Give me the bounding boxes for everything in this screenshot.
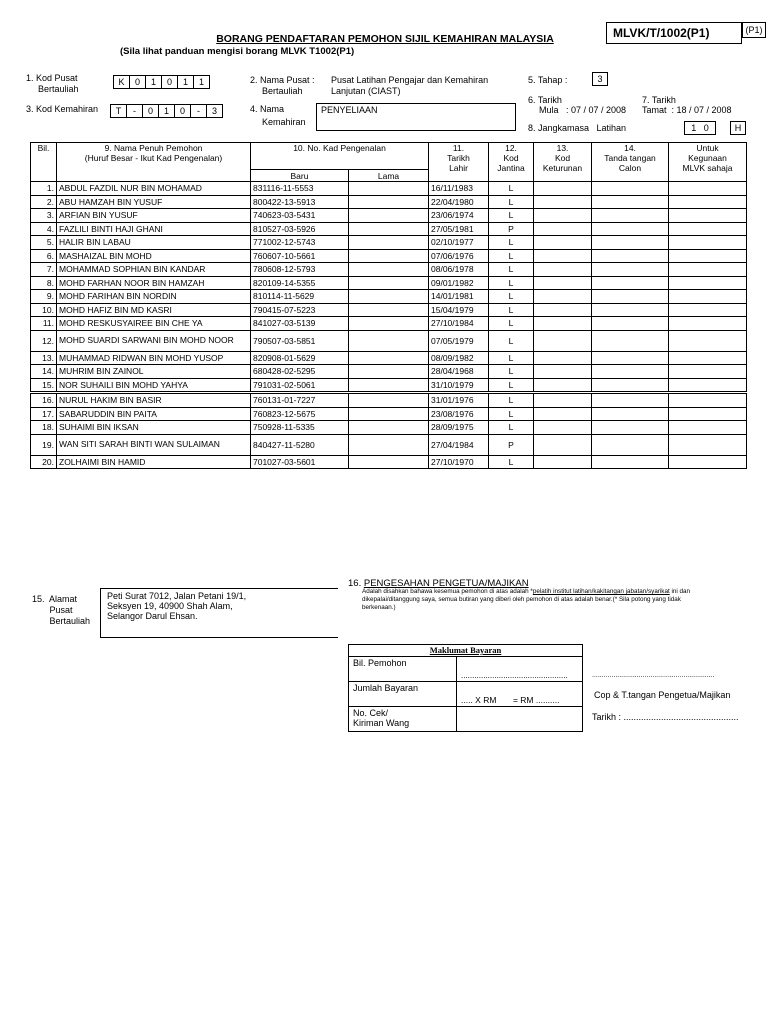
kod-pusat-char: 1	[194, 75, 210, 89]
row-jantina: L	[489, 236, 534, 250]
table-row	[31, 434, 747, 455]
table-row	[31, 182, 747, 196]
payment-jumlah-label: Jumlah Bayaran	[349, 682, 457, 707]
row-bil: 15.	[31, 378, 57, 393]
kod-pusat-char: 0	[162, 75, 178, 89]
nama-pusat-label: 2. Nama Pusat :	[250, 75, 315, 85]
row-keturunan[interactable]	[534, 393, 592, 408]
confirmation-text-1: Adalah disahkan bahawa kesemua pemohon di atas adalah *	[362, 588, 533, 595]
header-kegunaan: Untuk Kegunaan MLVK sahaja	[669, 143, 747, 182]
row-kp-lama	[349, 393, 429, 408]
row-tandatangan[interactable]	[592, 393, 669, 408]
row-bil: 13.	[31, 351, 57, 365]
row-tandatangan[interactable]	[592, 182, 669, 196]
row-nama: NOR SUHAILI BIN MOHD YAHYA	[57, 378, 251, 393]
row-bil: 20.	[31, 455, 57, 469]
row-kp-lama	[349, 434, 429, 455]
header-jantina: 12. Kod Jantina	[489, 143, 534, 182]
address-line: Peti Surat 7012, Jalan Petani 19/1,	[107, 591, 247, 601]
table-row	[31, 263, 747, 277]
row-bil: 7.	[31, 263, 57, 277]
row-kegunaan[interactable]	[669, 317, 747, 331]
nama-kemahiran-box	[316, 103, 516, 131]
row-tandatangan[interactable]	[592, 421, 669, 435]
payment-cek-value[interactable]	[457, 707, 583, 732]
row-jantina: P	[489, 222, 534, 236]
row-kp-baru: 790507-03-5851	[251, 330, 349, 351]
row-keturunan[interactable]	[534, 263, 592, 277]
row-tandatangan[interactable]	[592, 317, 669, 331]
row-jantina: L	[489, 303, 534, 317]
row-keturunan[interactable]	[534, 455, 592, 469]
row-tarikh-lahir: 27/04/1984	[429, 434, 489, 455]
row-bil: 6.	[31, 249, 57, 263]
row-tarikh-lahir: 08/09/1982	[429, 351, 489, 365]
row-jantina: L	[489, 317, 534, 331]
kod-kemahiran-char: T	[110, 104, 127, 118]
row-kp-baru: 800422-13-5913	[251, 195, 349, 209]
row-tarikh-lahir: 27/10/1984	[429, 317, 489, 331]
table-row	[31, 303, 747, 317]
row-jantina: L	[489, 421, 534, 435]
row-kp-baru: 771002-12-5743	[251, 236, 349, 250]
row-tarikh-lahir: 23/08/1976	[429, 407, 489, 421]
row-kp-lama	[349, 249, 429, 263]
row-kp-baru: 790415-07-5223	[251, 303, 349, 317]
form-title: BORANG PENDAFTARAN PEMOHON SIJIL KEMAHIRAN MALAYSIA	[216, 33, 554, 45]
row-tarikh-lahir: 16/11/1983	[429, 182, 489, 196]
row-bil: 11.	[31, 317, 57, 331]
kod-kemahiran-char: 3	[207, 104, 223, 118]
signature-label: Cop & T.tangan Pengetua/Majikan	[594, 690, 731, 700]
kod-pusat-label: 1. Kod Pusat	[26, 73, 78, 83]
row-tandatangan[interactable]	[592, 455, 669, 469]
row-tarikh-lahir: 07/06/1976	[429, 249, 489, 263]
nama-kemahiran-value: PENYELIAAN	[321, 105, 378, 115]
row-kp-lama	[349, 195, 429, 209]
header-keturunan: 13. Kod Keturunan	[534, 143, 592, 182]
row-kegunaan[interactable]	[669, 222, 747, 236]
row-kp-lama	[349, 303, 429, 317]
row-kegunaan[interactable]	[669, 290, 747, 304]
row-nama: FAZLILI BINTI HAJI GHANI	[57, 222, 251, 236]
payment-bil-label: Bil. Pemohon	[349, 657, 457, 682]
row-keturunan[interactable]	[534, 303, 592, 317]
jangkamasa-unit: H	[730, 121, 746, 135]
row-tarikh-lahir: 31/10/1979	[429, 378, 489, 393]
row-kegunaan[interactable]	[669, 249, 747, 263]
row-jantina: L	[489, 407, 534, 421]
kod-pusat-char: 1	[178, 75, 194, 89]
table-row	[31, 351, 747, 365]
header-lahir: 11. Tarikh Lahir	[429, 143, 489, 182]
row-kegunaan[interactable]	[669, 263, 747, 277]
header-nama-line1: 9. Nama Penuh Pemohon	[104, 143, 203, 153]
row-tarikh-lahir: 31/01/1976	[429, 393, 489, 408]
row-tandatangan[interactable]	[592, 209, 669, 223]
row-kp-lama	[349, 209, 429, 223]
row-kp-lama	[349, 290, 429, 304]
row-tarikh-lahir: 14/01/1981	[429, 290, 489, 304]
kod-pusat-char: K	[113, 75, 130, 89]
row-kegunaan[interactable]	[669, 351, 747, 365]
row-keturunan[interactable]	[534, 276, 592, 290]
row-kp-lama	[349, 365, 429, 379]
row-kegunaan[interactable]	[669, 421, 747, 435]
row-kegunaan[interactable]	[669, 330, 747, 351]
row-kp-lama	[349, 455, 429, 469]
row-kp-lama	[349, 276, 429, 290]
row-nama: MOHD FARHAN NOOR BIN HAMZAH	[57, 276, 251, 290]
jangkamasa-label: 8. Jangkamasa Latihan	[528, 123, 627, 133]
header-bil: Bil.	[31, 143, 57, 182]
row-kegunaan[interactable]	[669, 365, 747, 379]
table-row	[31, 393, 747, 408]
row-kegunaan[interactable]	[669, 407, 747, 421]
row-tarikh-lahir: 28/09/1975	[429, 421, 489, 435]
row-nama: MOHAMMAD SOPHIAN BIN KANDAR	[57, 263, 251, 277]
row-kp-baru: 841027-03-5139	[251, 317, 349, 331]
row-kp-baru: 780608-12-5793	[251, 263, 349, 277]
row-bil: 4.	[31, 222, 57, 236]
tarikh-tamat-label: 7. Tarikh	[642, 95, 676, 105]
row-tarikh-lahir: 15/04/1979	[429, 303, 489, 317]
row-keturunan[interactable]	[534, 290, 592, 304]
row-jantina: L	[489, 209, 534, 223]
row-kegunaan[interactable]	[669, 303, 747, 317]
row-kegunaan[interactable]	[669, 276, 747, 290]
row-nama: ABDUL FAZDIL NUR BIN MOHAMAD	[57, 182, 251, 196]
row-bil: 3.	[31, 209, 57, 223]
confirmation-heading-text: PENGESAHAN PENGETUA/MAJIKAN	[363, 578, 529, 589]
table-row	[31, 330, 747, 351]
signature-date: Tarikh : ..............................................	[592, 712, 739, 722]
table-row	[31, 365, 747, 379]
address-label: 15. Alamat Pusat Bertauliah	[32, 594, 91, 626]
row-bil: 2.	[31, 195, 57, 209]
row-jantina: L	[489, 455, 534, 469]
row-kp-baru: 760607-10-5661	[251, 249, 349, 263]
row-jantina: L	[489, 351, 534, 365]
kod-kemahiran-char: 0	[175, 104, 191, 118]
header-tandatangan: 14. Tanda tangan Calon	[592, 143, 669, 182]
row-kegunaan[interactable]	[669, 236, 747, 250]
row-kegunaan[interactable]	[669, 182, 747, 196]
row-jantina: P	[489, 434, 534, 455]
address-box	[100, 588, 338, 638]
row-tandatangan[interactable]	[592, 303, 669, 317]
kod-kemahiran-char: -	[191, 104, 207, 118]
applicant-table	[30, 142, 747, 469]
row-nama: SUHAIMI BIN IKSAN	[57, 421, 251, 435]
table-row	[31, 209, 747, 223]
row-tarikh-lahir: 09/01/1982	[429, 276, 489, 290]
row-keturunan[interactable]	[534, 236, 592, 250]
table-row	[31, 236, 747, 250]
form-tag: (P1)	[742, 22, 766, 38]
kod-pusat-boxes	[113, 75, 210, 89]
header-lama: Lama	[349, 170, 429, 182]
address-line: Selangor Darul Ehsan.	[107, 611, 198, 621]
table-row	[31, 378, 747, 393]
row-tandatangan[interactable]	[592, 263, 669, 277]
payment-table	[348, 644, 583, 732]
row-jantina: L	[489, 378, 534, 393]
row-kegunaan[interactable]	[669, 455, 747, 469]
row-bil: 19.	[31, 434, 57, 455]
nama-kemahiran-label: 4. Nama	[250, 104, 285, 114]
row-tarikh-lahir: 22/04/1980	[429, 195, 489, 209]
tahap-value: 3	[592, 72, 608, 86]
row-jantina: L	[489, 182, 534, 196]
row-kp-lama	[349, 222, 429, 236]
row-keturunan[interactable]	[534, 182, 592, 196]
row-tandatangan[interactable]	[592, 365, 669, 379]
row-tandatangan[interactable]	[592, 195, 669, 209]
row-nama: MOHD SUARDI SARWANI BIN MOHD NOOR	[57, 330, 251, 351]
row-bil: 14.	[31, 365, 57, 379]
nama-pusat-label2: Bertauliah	[262, 86, 303, 96]
row-jantina: L	[489, 290, 534, 304]
row-kp-baru: 701027-03-5601	[251, 455, 349, 469]
row-kp-baru: 740623-03-5431	[251, 209, 349, 223]
row-kp-baru: 810114-11-5629	[251, 290, 349, 304]
table-row	[31, 222, 747, 236]
row-kp-baru: 820908-01-5629	[251, 351, 349, 365]
row-tarikh-lahir: 08/06/1978	[429, 263, 489, 277]
row-tandatangan[interactable]	[592, 330, 669, 351]
header-kp: 10. No. Kad Pengenalan	[251, 143, 429, 170]
row-nama: NURUL HAKIM BIN BASIR	[57, 393, 251, 408]
tarikh-mula-value: Mula : 07 / 07 / 2008	[539, 105, 627, 115]
table-row	[31, 290, 747, 304]
row-bil: 5.	[31, 236, 57, 250]
table-row	[31, 455, 747, 469]
row-keturunan[interactable]	[534, 434, 592, 455]
row-bil: 10.	[31, 303, 57, 317]
row-kp-lama	[349, 182, 429, 196]
kod-kemahiran-boxes	[110, 104, 223, 118]
row-jantina: L	[489, 330, 534, 351]
kod-pusat-label2: Bertauliah	[38, 84, 79, 94]
form-subtitle: (Sila lihat panduan mengisi borang MLVK T1002(P1)	[120, 46, 355, 57]
row-kp-baru: 810527-03-5926	[251, 222, 349, 236]
form-code: MLVK/T/1002(P1)	[613, 26, 710, 40]
kod-pusat-char: 0	[130, 75, 146, 89]
row-nama: MOHD FARIHAN BIN NORDIN	[57, 290, 251, 304]
kod-kemahiran-char: 0	[143, 104, 159, 118]
table-row	[31, 249, 747, 263]
row-nama: HALIR BIN LABAU	[57, 236, 251, 250]
row-tarikh-lahir: 28/04/1968	[429, 365, 489, 379]
row-keturunan[interactable]	[534, 249, 592, 263]
confirmation-text	[362, 588, 692, 612]
payment-bil-value[interactable]: ................................................	[457, 657, 583, 682]
row-kp-lama	[349, 351, 429, 365]
row-tandatangan[interactable]	[592, 434, 669, 455]
row-tarikh-lahir: 02/10/1977	[429, 236, 489, 250]
table-row	[31, 317, 747, 331]
kod-kemahiran-char: 1	[159, 104, 175, 118]
header-baru: Baru	[251, 170, 349, 182]
row-jantina: L	[489, 195, 534, 209]
row-keturunan[interactable]	[534, 222, 592, 236]
address-line: Seksyen 19, 40900 Shah Alam,	[107, 601, 233, 611]
row-nama: ARFIAN BIN YUSUF	[57, 209, 251, 223]
kod-pusat-char: 1	[146, 75, 162, 89]
row-kp-lama	[349, 407, 429, 421]
tarikh-mula-label: 6. Tarikh	[528, 95, 562, 105]
row-keturunan[interactable]	[534, 195, 592, 209]
payment-cek-label: No. Cek/ Kiriman Wang	[349, 707, 457, 732]
payment-jumlah-value[interactable]: ..... X RM = RM ..........	[457, 682, 583, 707]
row-tandatangan[interactable]	[592, 249, 669, 263]
row-keturunan[interactable]	[534, 407, 592, 421]
row-nama: MOHD RESKUSYAIREE BIN CHE YA	[57, 317, 251, 331]
nama-pusat-value2: Lanjutan (CIAST)	[331, 86, 401, 96]
row-keturunan[interactable]	[534, 209, 592, 223]
row-bil: 12.	[31, 330, 57, 351]
row-bil: 16.	[31, 393, 57, 408]
table-row	[31, 407, 747, 421]
confirmation-text-2: ini dan dikepalai/ditanggung saya, semua butiran yang diberi oleh pemohon di atas adalah benar.(* Sila potong yang tidak berkenaan.)	[362, 588, 691, 611]
row-tandatangan[interactable]	[592, 351, 669, 365]
header-nama-line2: (Huruf Besar - Ikut Kad Pengenalan)	[84, 153, 223, 163]
row-tarikh-lahir: 27/10/1970	[429, 455, 489, 469]
row-bil: 8.	[31, 276, 57, 290]
row-kp-baru: 680428-02-5295	[251, 365, 349, 379]
nama-kemahiran-label2: Kemahiran	[262, 117, 306, 127]
row-kp-baru: 791031-02-5061	[251, 378, 349, 393]
row-kp-lama	[349, 421, 429, 435]
row-kegunaan[interactable]	[669, 434, 747, 455]
row-tandatangan[interactable]	[592, 222, 669, 236]
row-tandatangan[interactable]	[592, 276, 669, 290]
table-row	[31, 195, 747, 209]
confirmation-heading-num: 16.	[348, 578, 364, 589]
row-kp-lama	[349, 263, 429, 277]
row-tandatangan[interactable]	[592, 378, 669, 393]
row-keturunan[interactable]	[534, 351, 592, 365]
confirmation-text-underlined: pelatih institut latihan/kakitangan jabatan/syarikat	[532, 588, 670, 595]
row-nama: WAN SITI SARAH BINTI WAN SULAIMAN	[57, 434, 251, 455]
row-kp-baru: 760823-12-5675	[251, 407, 349, 421]
row-keturunan[interactable]	[534, 317, 592, 331]
row-nama: ZOLHAIMI BIN HAMID	[57, 455, 251, 469]
row-nama: MOHD HAFIZ BIN MD KASRI	[57, 303, 251, 317]
row-tandatangan[interactable]	[592, 290, 669, 304]
row-jantina: L	[489, 365, 534, 379]
row-nama: MUHRIM BIN ZAINOL	[57, 365, 251, 379]
row-kp-baru: 820109-14-5355	[251, 276, 349, 290]
signature-dots: ...............................................................	[592, 672, 715, 679]
tahap-label: 5. Tahap :	[528, 75, 568, 85]
row-keturunan[interactable]	[534, 330, 592, 351]
row-nama: MASHAIZAL BIN MOHD	[57, 249, 251, 263]
row-kp-baru: 760131-01-7227	[251, 393, 349, 408]
row-kegunaan[interactable]	[669, 195, 747, 209]
row-kegunaan[interactable]	[669, 393, 747, 408]
row-kp-baru: 840427-11-5280	[251, 434, 349, 455]
kod-kemahiran-label: 3. Kod Kemahiran	[26, 104, 99, 114]
row-kp-baru: 831116-11-5553	[251, 182, 349, 196]
row-tarikh-lahir: 23/06/1974	[429, 209, 489, 223]
row-nama: SABARUDDIN BIN PAITA	[57, 407, 251, 421]
row-nama: MUHAMMAD RIDWAN BIN MOHD YUSOP	[57, 351, 251, 365]
kod-kemahiran-char: -	[127, 104, 143, 118]
row-tarikh-lahir: 07/05/1979	[429, 330, 489, 351]
row-kegunaan[interactable]	[669, 209, 747, 223]
header-nama	[57, 143, 251, 182]
row-keturunan[interactable]	[534, 365, 592, 379]
jangkamasa-value: 1 0	[684, 121, 716, 135]
nama-pusat-value: Pusat Latihan Pengajar dan Kemahiran	[331, 75, 489, 85]
row-bil: 9.	[31, 290, 57, 304]
row-bil: 1.	[31, 182, 57, 196]
row-jantina: L	[489, 263, 534, 277]
row-kegunaan[interactable]	[669, 378, 747, 393]
row-tarikh-lahir: 27/05/1981	[429, 222, 489, 236]
row-keturunan[interactable]	[534, 421, 592, 435]
table-row	[31, 276, 747, 290]
form-code-box	[606, 22, 742, 44]
row-kp-lama	[349, 317, 429, 331]
table-row	[31, 421, 747, 435]
row-tandatangan[interactable]	[592, 407, 669, 421]
row-kp-lama	[349, 378, 429, 393]
row-jantina: L	[489, 276, 534, 290]
payment-heading: Maklumat Bayaran	[349, 645, 583, 657]
row-kp-baru: 750928-11-5335	[251, 421, 349, 435]
row-jantina: L	[489, 249, 534, 263]
row-bil: 18.	[31, 421, 57, 435]
row-keturunan[interactable]	[534, 378, 592, 393]
row-nama: ABU HAMZAH BIN YUSUF	[57, 195, 251, 209]
row-kp-lama	[349, 330, 429, 351]
tarikh-tamat-value: Tamat : 18 / 07 / 2008	[642, 105, 732, 115]
row-tandatangan[interactable]	[592, 236, 669, 250]
row-bil: 17.	[31, 407, 57, 421]
row-kp-lama	[349, 236, 429, 250]
row-jantina: L	[489, 393, 534, 408]
